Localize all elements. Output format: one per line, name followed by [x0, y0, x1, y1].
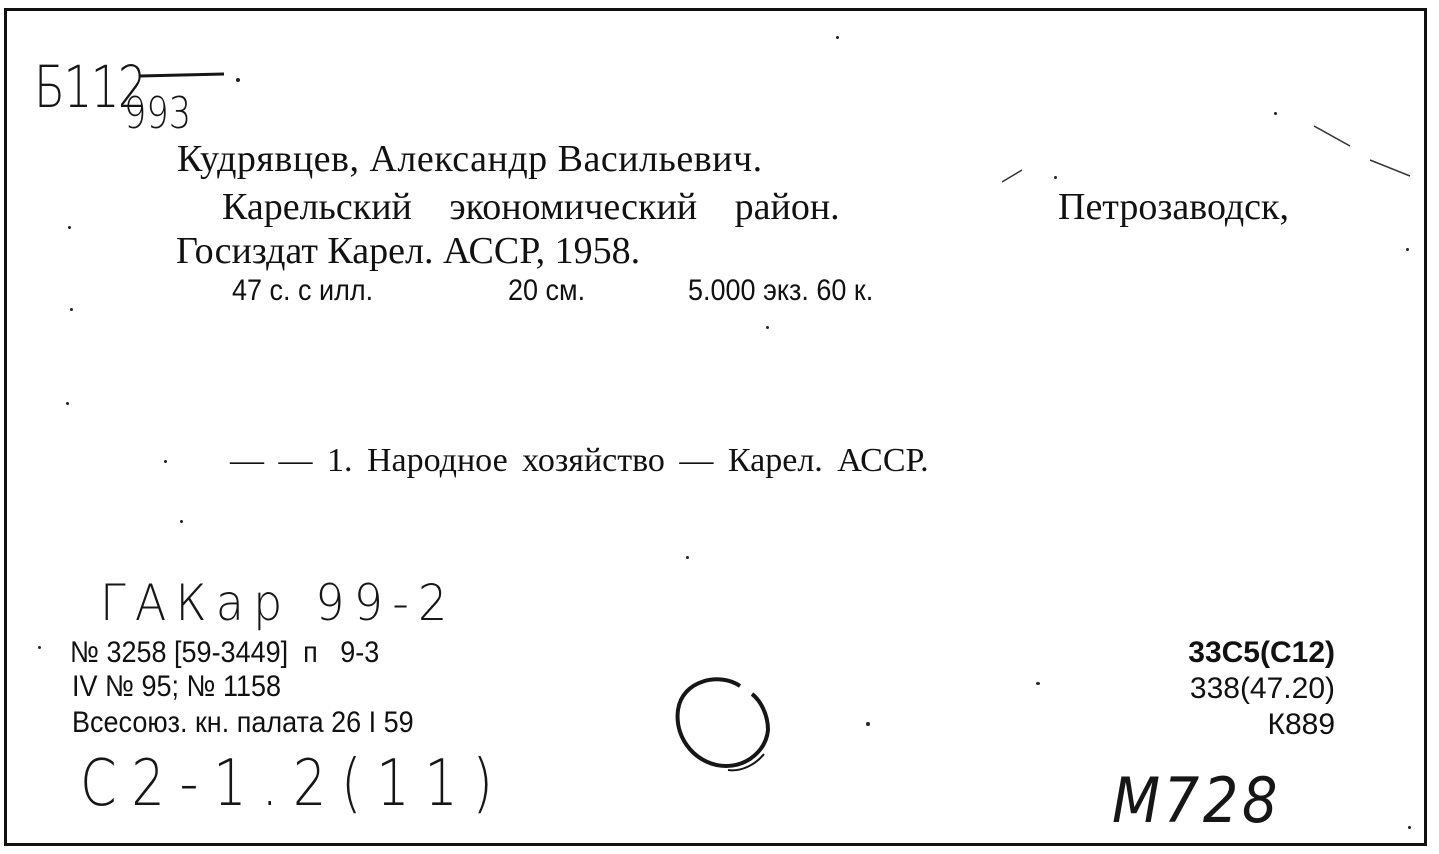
classification-line-1: 33С5(С12) [1188, 636, 1335, 669]
copies-price: 5.000 экз. 60 к. [688, 274, 874, 307]
speck [164, 460, 167, 463]
pencil-stroke [1000, 166, 1030, 186]
registry-line-1: № 3258 [59-3449] п 9-3 [70, 636, 380, 669]
classification-line-3: К889 [1267, 708, 1335, 741]
pages: 47 с. с илл. [232, 274, 374, 307]
handwritten-archive-mark: ГАКар 99-2 [100, 574, 457, 632]
punch-hole [668, 670, 778, 780]
call-number: Б112 [34, 53, 146, 121]
speck [686, 556, 689, 559]
pencil-stroke [1310, 120, 1420, 180]
subject-heading: — — 1. Народное хозяйство — Карел. АССР. [230, 442, 929, 479]
publication-place: Петрозаводск, [1058, 186, 1290, 228]
speck [766, 326, 769, 329]
speck [866, 722, 870, 726]
speck [70, 308, 73, 311]
handwritten-shelf-code: С2-1.2(11) [80, 747, 508, 821]
speck [836, 36, 839, 39]
handwritten-inventory-number: М728 [1112, 764, 1282, 837]
call-number-sub: 993 [124, 88, 192, 139]
book-title: Карельский экономический район. [222, 186, 840, 228]
speck [1408, 826, 1411, 829]
speck [236, 78, 240, 82]
speck [1406, 248, 1409, 251]
call-number-rule [138, 70, 228, 80]
speck [68, 226, 71, 229]
speck [1036, 682, 1040, 685]
registry-line-2: IV № 95; № 1158 [72, 670, 282, 703]
speck [66, 402, 69, 405]
registry-line-3: Всесоюз. кн. палата 26 I 59 [72, 706, 414, 739]
speck [1274, 112, 1277, 115]
classification-line-2: 338(47.20) [1189, 672, 1335, 705]
author-heading: Кудрявцев, Александр Васильевич. [177, 138, 763, 180]
speck [38, 646, 41, 649]
size: 20 см. [508, 274, 586, 307]
publisher-line: Госиздат Карел. АССР, 1958. [176, 230, 641, 272]
speck [180, 520, 183, 523]
speck [1054, 176, 1057, 179]
